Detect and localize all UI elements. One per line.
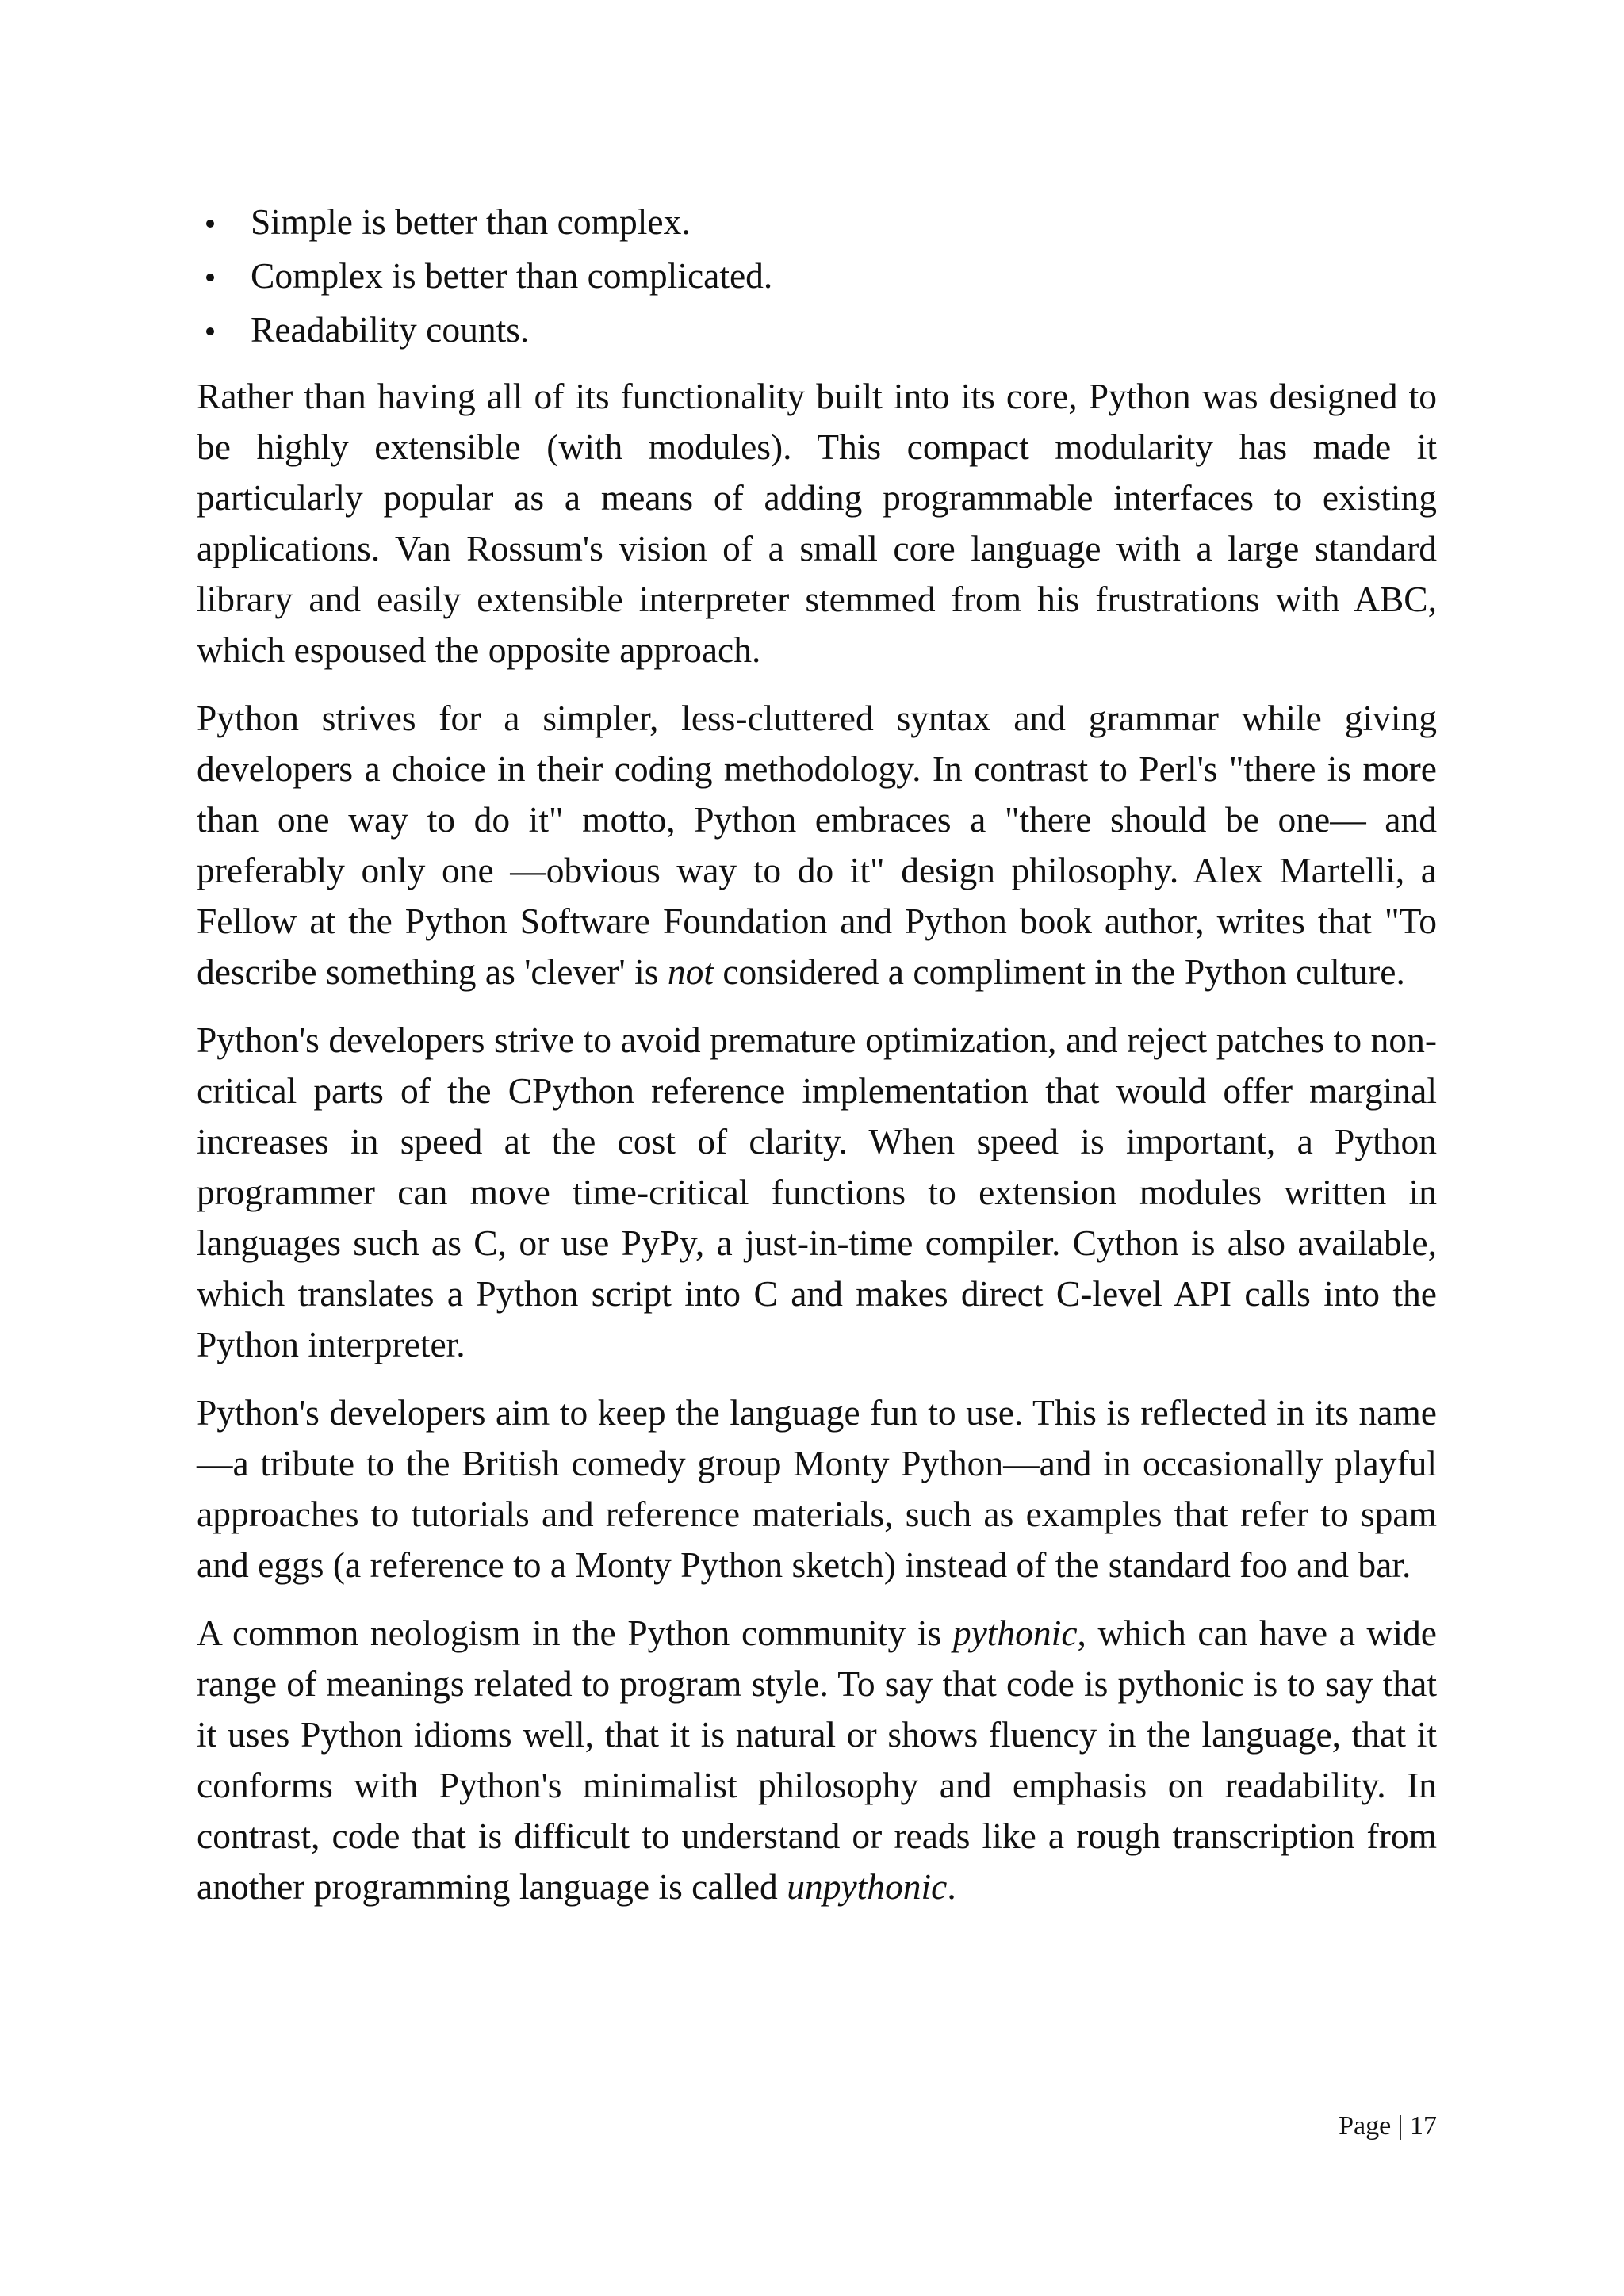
bullet-text: Complex is better than complicated.: [251, 255, 773, 296]
paragraph-text: considered a compliment in the Python culture.: [713, 951, 1405, 992]
emphasis-pythonic: pythonic: [952, 1613, 1078, 1653]
bullet-dot-icon: [206, 220, 214, 228]
bullet-text: Simple is better than complex.: [251, 201, 691, 242]
paragraph-pythonic: [197, 1608, 1437, 1912]
paragraph-fun-to-use: Python's developers aim to keep the language fun to use. This is reflected in its name—a tribute to the British comedy group Monty Python—and in occasionally playful approaches to tutorials and reference materials, such as examples that refer to spam and eggs (a reference to a Monty Python sketch) instead of the standard foo and bar.: [197, 1392, 1437, 1585]
paragraph-text: , which can have a wide range of meanings related to program style. To say that code is pythonic is to say that it uses Python idioms well, that it is natural or shows fluency in the language, that it conforms with Python's minimalist philosophy and emphasis on readability. In contrast, code that is difficult to understand or reads like a rough transcription from another programming language is called: [197, 1613, 1437, 1907]
bullet-dot-icon: [206, 327, 214, 335]
paragraph-text: A common neologism in the Python community is: [197, 1613, 953, 1653]
emphasis-unpythonic: unpythonic: [787, 1866, 948, 1907]
paragraph-optimization: Python's developers strive to avoid premature optimization, and reject patches to non-critical parts of the CPython reference implementation that would offer marginal increases in speed at the cost of clarity. When speed is important, a Python programmer can move time-critical functions to extension modules written in languages such as C, or use PyPy, a just-in-time compiler. Cython is also available, which translates a Python script into C and makes direct C-level API calls into the Python interpreter.: [197, 1020, 1437, 1364]
bullet-dot-icon: [206, 274, 214, 281]
bullet-text: Readability counts.: [251, 309, 530, 350]
paragraph-syntax-philosophy: [197, 693, 1437, 997]
page-number: Page | 17: [1339, 2111, 1437, 2141]
bullet-item: [197, 249, 1437, 303]
page-content: [197, 195, 1437, 1912]
bullet-item: [197, 303, 1437, 357]
paragraph-text: .: [947, 1866, 956, 1907]
paragraph-text: Python strives for a simpler, less-cluttered syntax and grammar while giving developers a choice in their coding methodology. In contrast to Perl's "there is more than one way to do it" motto, Python embraces a "there should be one— and preferably only one —obvious way to do it" design philosophy. Alex Martelli, a Fellow at the Python Software Foundation and Python book author, writes that "To describe something as 'clever' is: [197, 698, 1437, 992]
zen-bullet-list: [197, 195, 1437, 357]
bullet-item: [197, 195, 1437, 249]
emphasis-not: not: [667, 951, 714, 992]
paragraph-extensibility: Rather than having all of its functionality built into its core, Python was designed to be highly extensible (with modules). This compact modularity has made it particularly popular as a means of adding programmable interfaces to existing applications. Van Rossum's vision of a small core language with a large standard library and easily extensible interpreter stemmed from his frustrations with ABC, which espoused the opposite approach.: [197, 376, 1437, 670]
